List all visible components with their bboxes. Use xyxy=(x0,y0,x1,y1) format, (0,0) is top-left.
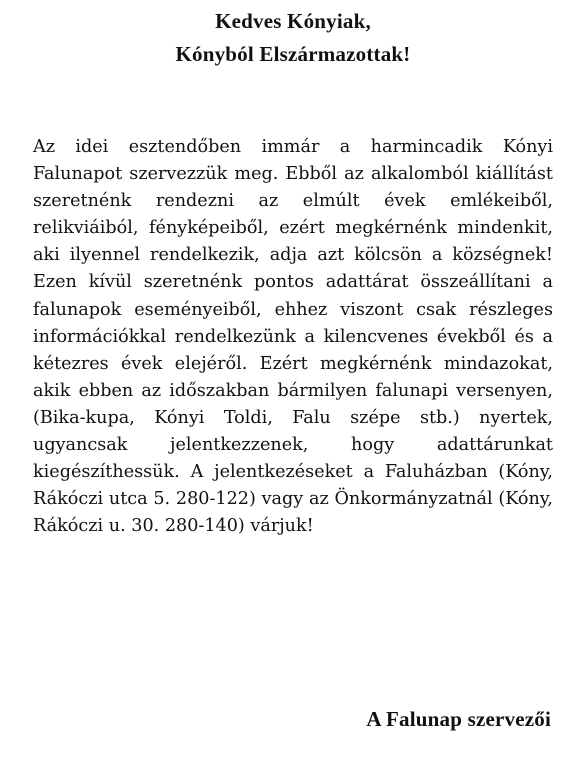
greeting-title-line-2: Kónyból Elszármazottak! xyxy=(175,42,411,66)
letter-body: Az idei esztendőben immár a harmincadik Kónyi Falunapot szervezzük meg. Ebből az alkalomból kiállítást szeretnénk rendezni az elmúlt évek emlékeiből, relikviáiból, fényképeiből, ezért megkérnénk mindenkit, aki ilyennel rendelkezik, adja azt kölcsön a községnek! Ezen kívül szeretnénk pontos adattárat összeállítani a falunapok eseményeiből, ehhez viszont csak részleges információkkal rendelkezünk a kilencvenes évekből és a kétezres évek elejéről. Ezért megkérnénk mindazokat, akik ebben az időszakban bármilyen falunapi versenyen, (Bika-kupa, Kónyi Toldi, Falu szépe stb.) nyertek, ugyancsak jelentkezzenek, hogy adattárunkat kiegészíthessük. A jelentkezéseket a Faluházban (Kóny, Rákóczi utca 5. 280-122) vagy az Önkormányzatnál (Kóny, Rákóczi u. 30. 280-140) várjuk! xyxy=(33,137,553,537)
greeting-title-line-1: Kedves Kónyiak, xyxy=(215,9,371,33)
signature: A Falunap szervezői xyxy=(366,707,551,731)
